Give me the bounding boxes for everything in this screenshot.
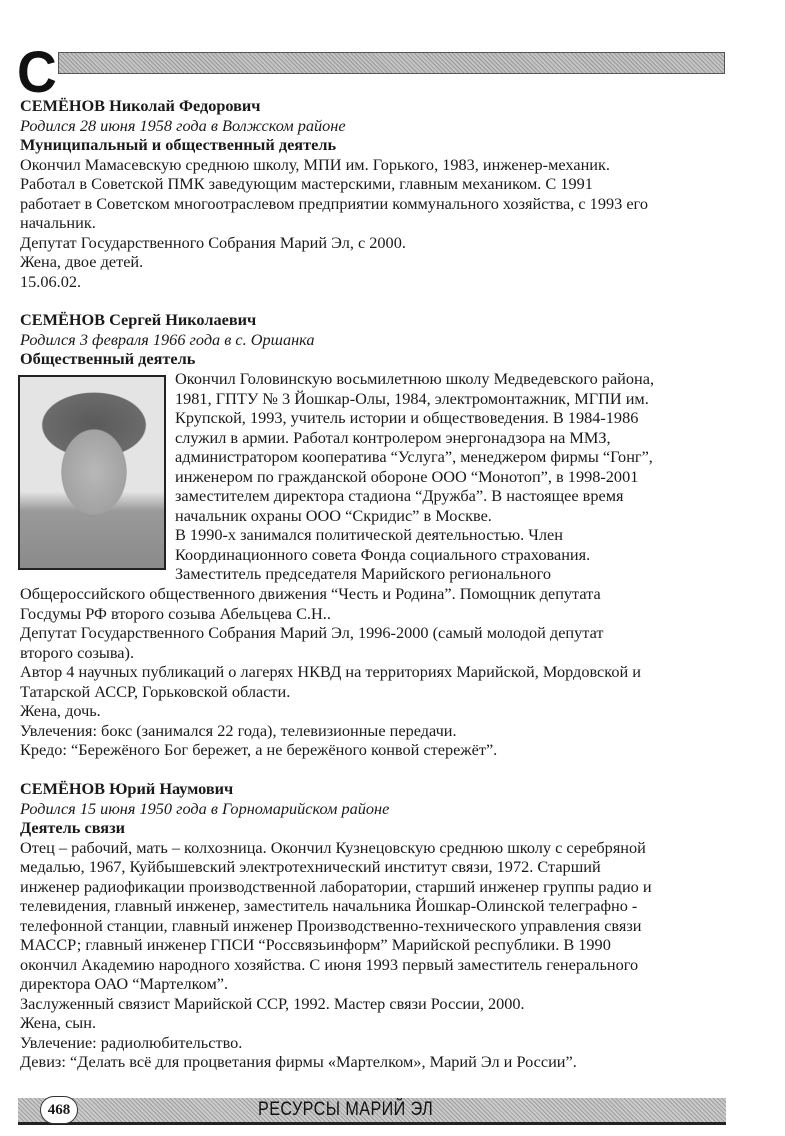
bio-line: второго созыва). — [20, 642, 135, 662]
entry-birth: Родился 15 июня 1950 года в Горномарийском районе — [20, 798, 390, 818]
section-letter: С — [17, 40, 57, 105]
entry-name: СЕМЁНОВ Николай Федорович — [20, 96, 261, 115]
entry-semenov-nikolai — [20, 96, 760, 291]
section-header-bar — [58, 52, 725, 74]
bio-line: заместителем директора стадиона “Дружба”. В настоящее время — [175, 486, 624, 505]
bio-line: окончил Академию народного хозяйства. С июня 1993 первый заместитель генерального — [20, 954, 639, 974]
bio-line: В 1990-х занимался политической деятельностью. Член — [175, 525, 563, 544]
bio-line: директора ОАО “Мартелком”. — [20, 974, 229, 993]
entry-birth: Родился 3 февраля 1966 года в с. Оршанка — [20, 329, 315, 349]
bio-line: инженером по гражданской обороне ООО “Монотоп”, в 1998-2001 — [175, 466, 639, 486]
bio-line: Заслуженный связист Марийской ССР, 1992. Мастер связи России, 2000. — [20, 993, 525, 1013]
entry-semenov-sergei-text — [20, 584, 760, 760]
bio-line: Крупской, 1993, учитель истории и обществоведения. В 1984-1986 — [175, 408, 639, 427]
bio-line: Работал в Советской ПМК заведующим мастерскими, главным механиком. С 1991 — [20, 174, 593, 193]
portrait-photo — [18, 375, 166, 570]
entry-role: Деятель связи — [20, 818, 126, 837]
entry-semenov-sergei-header — [20, 310, 760, 369]
bio-line: Увлечение: радиолюбительство. — [20, 1032, 243, 1052]
bio-line: Окончил Мамасевскую среднюю школу, МПИ им. Горького, 1983, инженер-механик. — [20, 154, 610, 174]
bio-line: Девиз: “Делать всё для процветания фирмы «Мартелком», Марий Эл и России”. — [20, 1052, 577, 1071]
bio-line: 15.06.02. — [20, 271, 82, 291]
entry-name: СЕМЁНОВ Сергей Николаевич — [20, 310, 257, 329]
bio-line: МАССР; главный инженер ГПСИ “Россвязьинформ” Марийской республики. В 1990 — [20, 935, 611, 954]
page-number: 468 — [40, 1096, 78, 1124]
bio-line: администратором кооператива “Услуга”, менеджером фирмы “Гонг”, — [175, 447, 653, 466]
bio-line: Депутат Государственного Собрания Марий Эл, с 2000. — [20, 232, 406, 252]
bio-line: служил в армии. Работал контролером энергонадзора на ММЗ, — [175, 427, 611, 447]
entry-name: СЕМЁНОВ Юрий Наумович — [20, 779, 234, 798]
footer-title: РЕСУРСЫ МАРИЙ ЭЛ — [258, 1099, 434, 1120]
bio-line: Кредо: “Бережёного Бог бережет, а не бережёного конвой стережёт”. — [20, 740, 498, 759]
bio-line: начальник. — [20, 213, 96, 232]
bio-line: работает в Советском многоотраслевом предприятии коммунального хозяйства, с 1993 его — [20, 193, 648, 213]
entry-role: Муниципальный и общественный деятель — [20, 135, 337, 154]
bio-line: Увлечения: бокс (занимался 22 года), телевизионные передачи. — [20, 720, 457, 740]
bio-line: 1981, ГПТУ № 3 Йошкар-Олы, 1984, электромонтажник, МГПИ им. — [175, 388, 649, 408]
entry-role: Общественный деятель — [20, 349, 196, 368]
bio-line: медалью, 1967, Куйбышевский электротехнический институт связи, 1972. Старший — [20, 857, 601, 876]
bio-line: Заместитель председателя Марийского регионального — [175, 564, 552, 583]
bio-line: Госдумы РФ второго созыва Абельцева С.Н.. — [20, 603, 331, 623]
bio-line: Жена, двое детей. — [20, 252, 144, 271]
entry-semenov-sergei-wrapped-text — [175, 369, 765, 584]
bio-line: Жена, дочь. — [20, 701, 101, 720]
bio-line: инженер радиофикации производственной лаборатории, старший инженер группы радио и — [20, 876, 652, 896]
entry-semenov-yuri — [20, 779, 760, 1072]
page-footer-bar — [18, 1098, 726, 1125]
bio-line: Татарской АССР, Горьковской области. — [20, 681, 291, 701]
entry-birth: Родился 28 июня 1958 года в Волжском районе — [20, 115, 346, 135]
bio-line: Координационного совета Фонда социального страхования. — [175, 544, 591, 564]
bio-line: Жена, сын. — [20, 1013, 97, 1032]
bio-line: Депутат Государственного Собрания Марий Эл, 1996-2000 (самый молодой депутат — [20, 623, 604, 642]
bio-line: начальник охраны ООО “Скридис” в Москве. — [175, 505, 492, 525]
bio-line: телевидения, главный инженер, заместитель начальника Йошкар-Олинской телеграфно - — [20, 896, 638, 915]
bio-line: Окончил Головинскую восьмилетнюю школу Медведевского района, — [175, 369, 655, 388]
bio-line: Автор 4 научных публикаций о лагерях НКВД на территориях Марийской, Мордовской и — [20, 662, 641, 681]
bio-line: Отец – рабочий, мать – колхозница. Окончил Кузнецовскую среднюю школу с серебряной — [20, 837, 646, 857]
bio-line: телефонной станции, главный инженер Производственно-технического управления связи — [20, 915, 642, 935]
bio-line: Общероссийского общественного движения “Честь и Родина”. Помощник депутата — [20, 584, 601, 603]
